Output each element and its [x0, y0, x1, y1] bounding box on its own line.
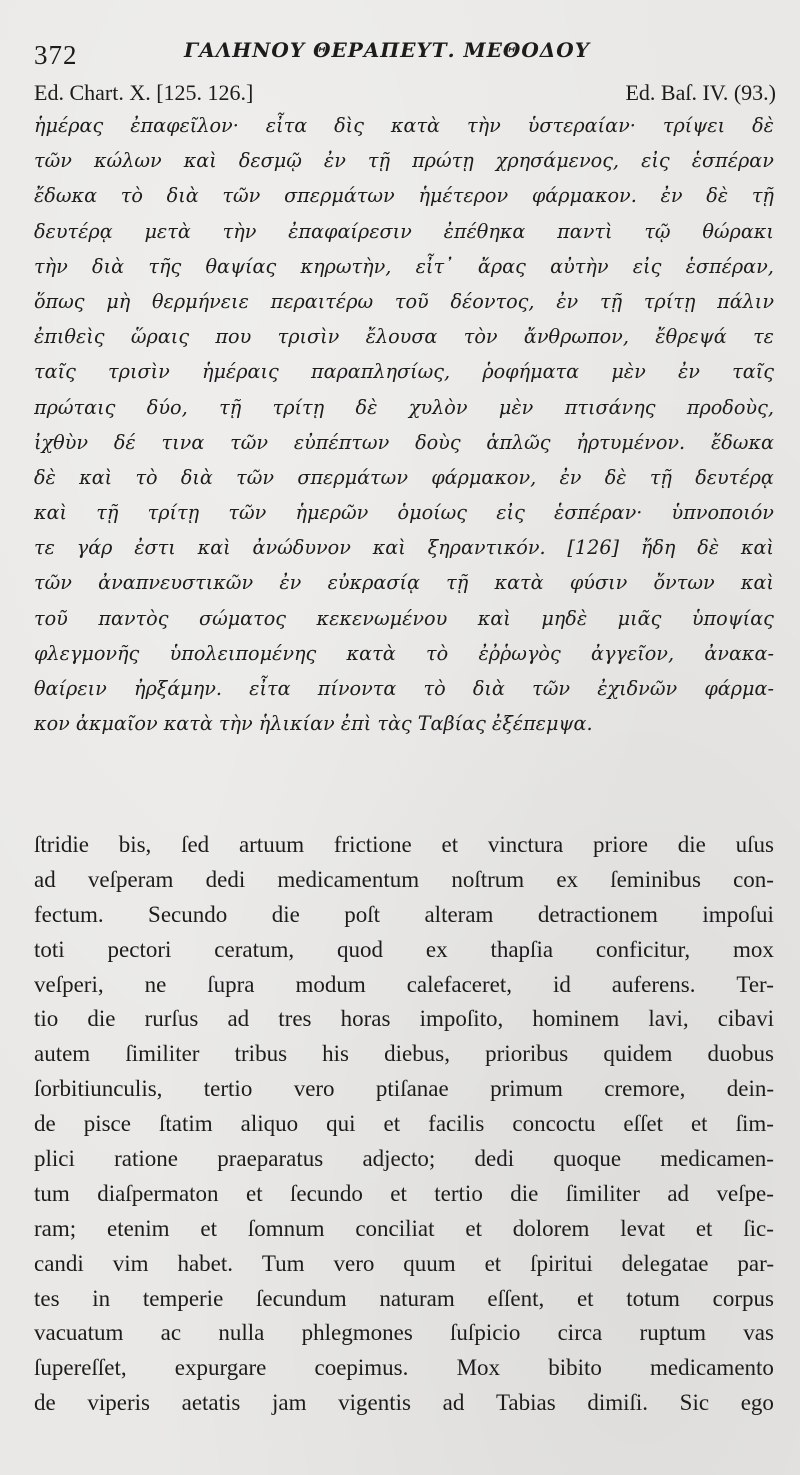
edition-reference-row	[34, 80, 776, 108]
latin-text-line: ad veſperam dedi medicamentum noſtrum ex ſeminibus con-	[34, 866, 774, 892]
page-header	[34, 34, 776, 74]
greek-text-line: καὶ τῇ τρίτῃ τῶν ἡμερῶν ὁμοίως εἰς ἑσπέραν· ὑπνοποιόν	[34, 501, 774, 525]
greek-text-line: ἔδωκα τὸ διὰ τῶν σπερμάτων ἡμέτερον φάρμακον. ἐν δὲ τῇ	[34, 184, 774, 208]
latin-text-line: ram; etenim et ſomnum conciliat et dolorem levat et ſic-	[34, 1215, 774, 1241]
greek-text-line: ἐπιθεὶς ὥραις που τρισὶν ἔλουσα τὸν ἄνθρωπον, ἔθρεψά τε	[34, 325, 774, 349]
latin-text-line: candi vim habet. Tum vero quum et ſpiritui delegatae par-	[34, 1250, 774, 1276]
greek-text-line: κον ἀκμαῖον κατὰ τὴν ἡλικίαν ἐπὶ τὰς Ταβίας ἐξέπεμψα.	[34, 712, 593, 736]
latin-text-line: ſtridie bis, ſed artuum frictione et vinctura priore die uſus	[34, 832, 774, 857]
greek-text-block	[34, 108, 774, 741]
greek-text-line: ἡμέρας ἐπαφεῖλον· εἶτα δὶς κατὰ τὴν ὑστεραίαν· τρίψει δὲ	[34, 114, 774, 137]
greek-text-line: τῶν ἀναπνευστικῶν ἐν εὐκρασίᾳ τῇ κατὰ φύσιν ὄντων καὶ	[34, 571, 774, 595]
latin-text-line: tio die rurſus ad tres horas impoſito, hominem lavi, cibavi	[34, 1006, 774, 1032]
greek-text-line: ταῖς τρισὶν ἡμέραις παραπλησίως, ῥοφήματα μὲν ἐν ταῖς	[34, 360, 774, 384]
greek-text-line: τοῦ παντὸς σώματος κεκενωμένου καὶ μηδὲ μιᾶς ὑποψίας	[34, 606, 774, 630]
latin-text-line: tum diaſpermaton et ſecundo et tertio die ſimiliter ad veſpe-	[34, 1180, 774, 1206]
latin-text-block	[34, 828, 774, 1421]
greek-text-line: θαίρειν ἠρξάμην. εἶτα πίνοντα τὸ διὰ τῶν ἐχιδνῶν φάρμα-	[34, 677, 774, 700]
latin-text-line: toti pectori ceratum, quod ex thapſia conficitur, mox	[34, 936, 774, 962]
greek-text-line: πρώταις δύο, τῇ τρίτῃ δὲ χυλὸν μὲν πτισάνης προδοὺς,	[34, 395, 774, 419]
latin-text-line: de pisce ſtatim aliquo qui et facilis concoctu eſſet et ſim-	[34, 1111, 774, 1137]
latin-text-line: autem ſimiliter tribus his diebus, prioribus quidem duobus	[34, 1041, 774, 1067]
edition-chartier-reference: Ed. Chart. X. [125. 126.]	[34, 80, 254, 105]
edition-basel-reference: Ed. Baſ. IV. (93.)	[625, 80, 776, 105]
greek-text-line: τῶν κώλων καὶ δεσμῷ ἐν τῇ πρώτῃ χρησάμενος, εἰς ἑσπέραν	[34, 149, 774, 173]
latin-text-line: ſupereſſet, expurgare coepimus. Mox bibito medicamento	[34, 1355, 774, 1381]
greek-text-line: ἰχθὺν δέ τινα τῶν εὐπέπτων δοὺς ἁπλῶς ἠρτυμένον. ἔδωκα	[34, 430, 774, 454]
page-number: 372	[34, 40, 78, 70]
running-title: ΓΑΛΗΝΟΥ ΘΕΡΑΠΕΥΤ. ΜΕΘΟΔΟΥ	[184, 38, 590, 62]
greek-text-line: τε γάρ ἐστι καὶ ἀνώδυνον καὶ ξηραντικόν. [126] ἤδη δὲ καὶ	[34, 536, 774, 560]
latin-text-line: tes in temperie ſecundum naturam eſſent, et totum corpus	[34, 1285, 774, 1311]
greek-text-line: τὴν διὰ τῆς θαψίας κηρωτὴν, εἶτ᾽ ἄρας αὐτὴν εἰς ἑσπέραν,	[34, 254, 774, 278]
latin-text-line: plici ratione praeparatus adjecto; dedi quoque medicamen-	[34, 1146, 774, 1172]
greek-text-line: δὲ καὶ τὸ διὰ τῶν σπερμάτων φάρμακον, ἐν δὲ τῇ δευτέρᾳ	[34, 465, 774, 489]
latin-text-line: ſorbitiunculis, tertio vero ptiſanae primum cremore, dein-	[34, 1076, 774, 1102]
latin-text-line: de viperis aetatis jam vigentis ad Tabias dimiſi. Sic ego	[34, 1390, 774, 1416]
greek-text-line: ὅπως μὴ θερμήνειε περαιτέρω τοῦ δέοντος, ἐν τῇ τρίτῃ πάλιν	[34, 289, 774, 313]
latin-text-line: veſperi, ne ſupra modum calefaceret, id auferens. Ter-	[34, 971, 774, 997]
latin-text-line: fectum. Secundo die poſt alteram detractionem impoſui	[34, 901, 774, 927]
greek-text-line: φλεγμονῆς ὑπολειπομένης κατὰ τὸ ἐῤῥωγὸς ἀγγεῖον, ἀνακα-	[34, 641, 774, 665]
greek-text-line: δευτέρᾳ μετὰ τὴν ἐπαφαίρεσιν ἐπέθηκα παντὶ τῷ θώρακι	[34, 219, 774, 243]
latin-text-line: vacuatum ac nulla phlegmones ſuſpicio circa ruptum vas	[34, 1320, 774, 1346]
